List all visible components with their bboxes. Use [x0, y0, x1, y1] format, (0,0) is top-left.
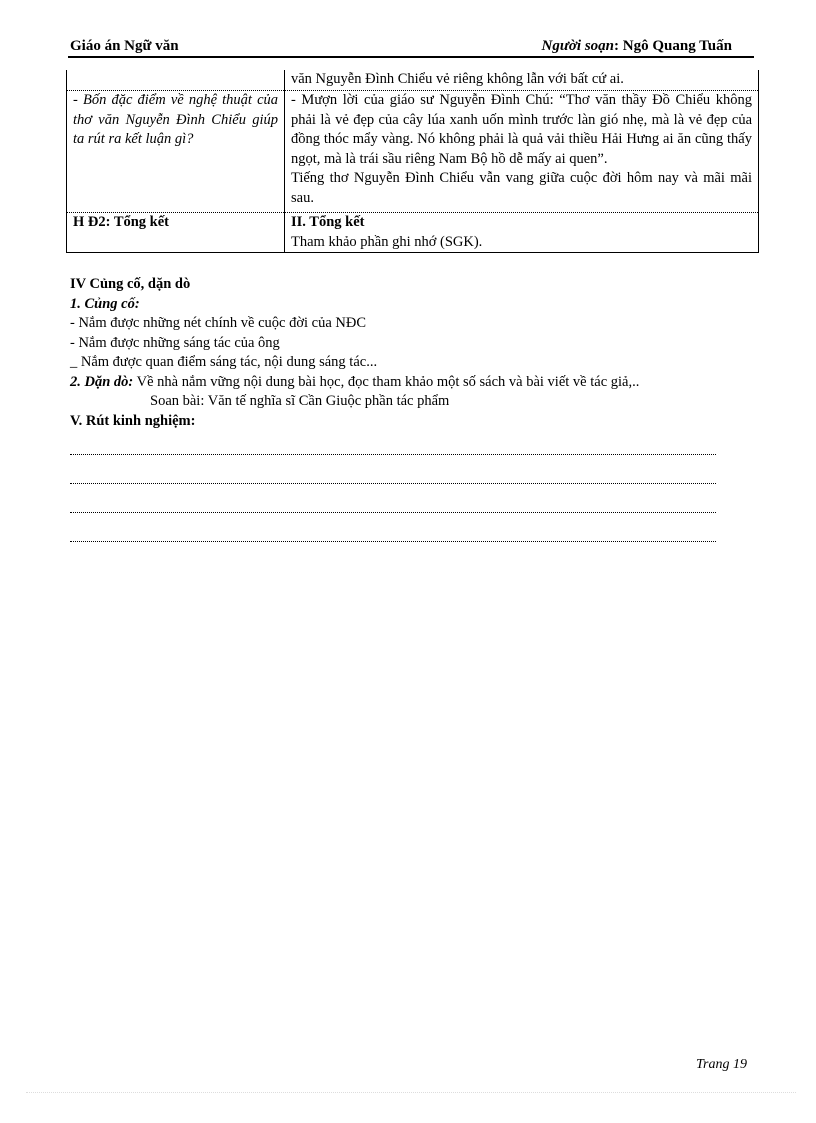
table-cell-content: văn Nguyễn Đình Chiểu vẻ riêng không lẫn với bất cứ ai. — [285, 70, 759, 91]
table-cell-activity — [67, 70, 285, 91]
table-row — [67, 91, 759, 213]
summary-heading: II. Tổng kết — [291, 214, 365, 230]
header-author-sep: : — [614, 38, 623, 54]
prepare-lesson: Soan bài: Văn tế nghĩa sĩ Cần Giuộc phần tác phẩm — [150, 393, 450, 409]
page-header — [68, 36, 754, 58]
table-cell-activity: - Bốn đặc điểm về nghệ thuật của thơ văn Nguyễn Đình Chiểu giúp ta rút ra kết luận gì? — [67, 91, 285, 213]
list-item: - Nắm được những sáng tác của ông — [70, 334, 280, 351]
list-item: _ Nắm được quan điểm sáng tác, nội dung sáng tác... — [70, 354, 378, 370]
conclusion-paragraph: Tiếng thơ Nguyễn Đình Chiểu vẫn vang giữa cuộc đời hôm nay và mãi mãi sau. — [291, 170, 752, 206]
consolidation-section — [70, 275, 736, 542]
homework-text: Về nhà nắm vững nội dung bài học, đọc tham khảo một số sách và bài viết về tác giả,.. — [133, 373, 640, 390]
dotted-line — [70, 493, 716, 513]
header-subject: Giáo án Ngữ văn — [70, 38, 179, 54]
list-item: - Nắm được những nét chính về cuộc đời của NĐC — [70, 315, 367, 331]
dotted-line — [70, 464, 716, 484]
table-cell-activity: H Đ2: Tổng kết — [67, 213, 285, 253]
header-author-name: Ngô Quang Tuấn — [622, 38, 732, 54]
lesson-table — [66, 70, 759, 253]
homework-heading: 2. Dặn dò: — [70, 373, 134, 390]
dotted-line — [70, 435, 716, 455]
quote-paragraph: - Mượn lời của giáo sư Nguyễn Đình Chú: “Thơ văn thầy Đồ Chiểu không phải là vẻ đẹp của cây lúa xanh uốn mình trước làn gió nhẹ, mà là vẻ đẹp của đồng thóc mẩy vàng. Nó không phải là quả vải thiều Hải Hưng ai ăn cũng thấy ngọt, mà là trái sầu riêng Nam Bộ hồ dễ mấy ai quen”. — [291, 92, 752, 167]
header-author-label: Người soạn — [541, 38, 615, 54]
header-author — [542, 38, 732, 55]
dotted-line — [70, 522, 716, 542]
consolidation-heading: 1. Củng cố: — [70, 295, 140, 312]
homework-paragraph — [70, 373, 736, 393]
table-cell-content — [285, 213, 759, 253]
experience-title: V. Rút kinh nghiệm: — [70, 412, 196, 429]
table-row — [67, 70, 759, 91]
page-number: Trang 19 — [696, 1057, 747, 1072]
summary-text: Tham khảo phần ghi nhớ (SGK). — [291, 233, 483, 250]
section-title: IV Củng cố, dặn dò — [70, 276, 191, 292]
table-cell-content — [285, 91, 759, 213]
table-row — [67, 213, 759, 253]
page-bottom-rule — [26, 1092, 796, 1093]
